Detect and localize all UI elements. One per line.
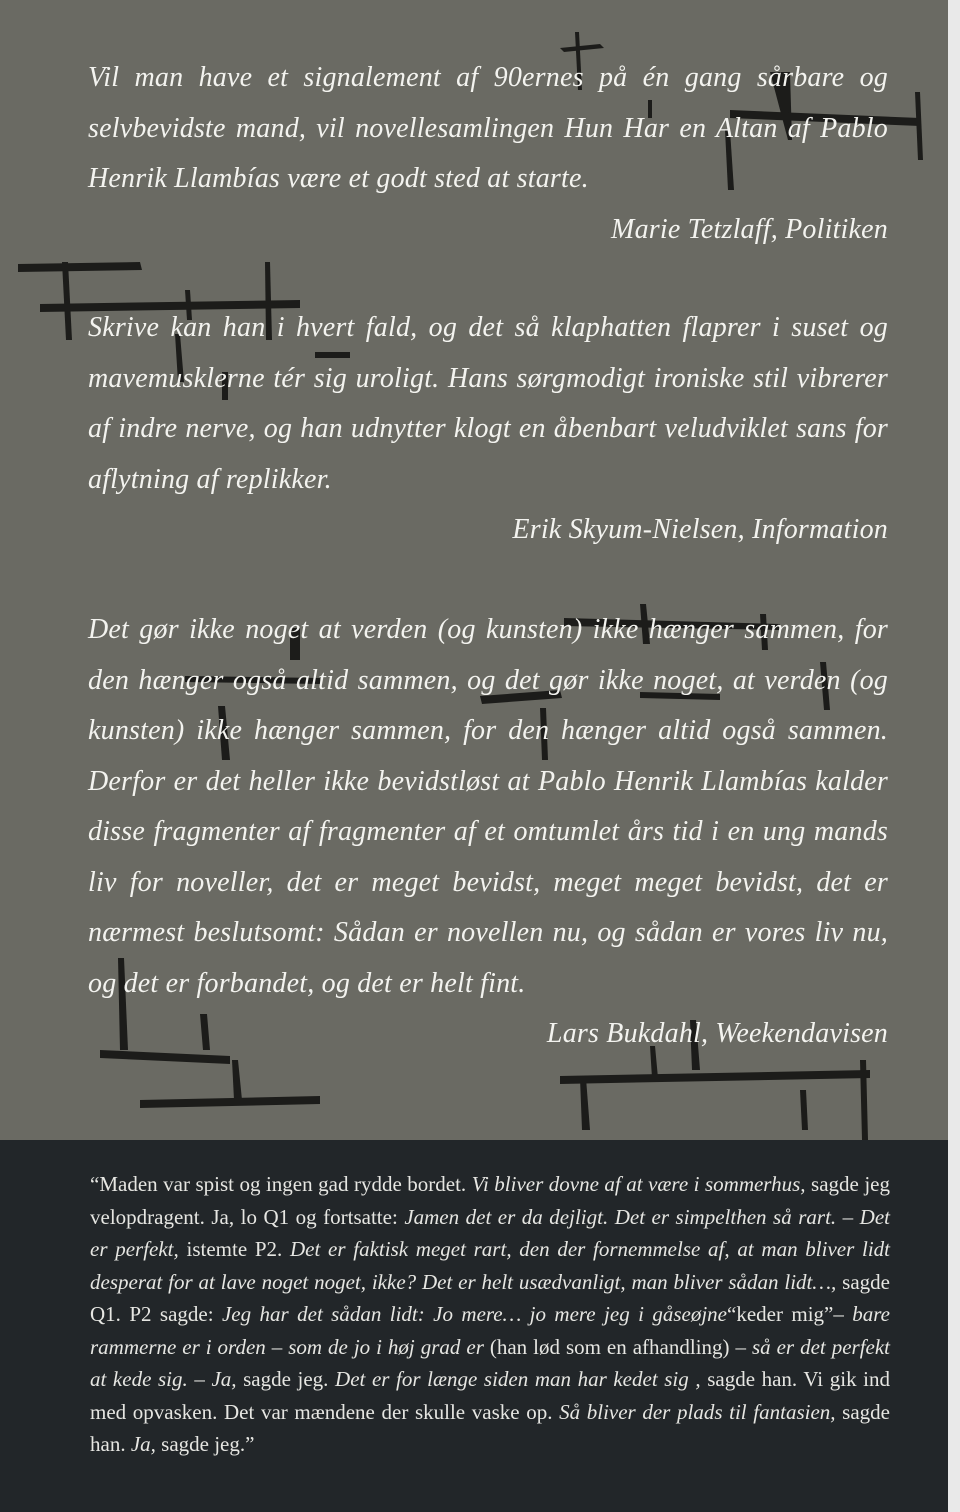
excerpt-segment: sagde han. xyxy=(90,1399,890,1456)
excerpt-segment-italic: Vi bliver dovne af at være i sommerhus, xyxy=(471,1172,806,1196)
excerpt-segment: sagde han. Vi gik ind med opvasken. Det var mændene der skulle vaske op. xyxy=(90,1367,891,1424)
excerpt-segment-italic: Jeg har det sådan lidt: Jo mere… jo mere jeg i gåseøjne xyxy=(221,1302,728,1326)
excerpt-segment: sagde jeg velopdragent. Ja, lo Q1 og fortsatte: xyxy=(90,1172,891,1229)
review-quote-3 xyxy=(88,605,888,1060)
excerpt-band xyxy=(0,1140,948,1512)
excerpt-segment: sagde Q1. P2 sagde: xyxy=(90,1269,890,1326)
review-quote-text: Skrive kan han i hvert fald, og det så klaphatten flaprer i suset og mavemusklerne tér sig uroligt. Hans sørgmodigt ironiske stil vibrerer af indre nerve, og han udnytter klogt en åbenbart veludviklet sans for aflytning af replikker. xyxy=(88,312,888,495)
review-quote-2 xyxy=(88,303,888,556)
excerpt-segment: sagde jeg. xyxy=(236,1367,336,1391)
excerpt-segment-italic: Så bliver der plads til fantasien, xyxy=(559,1399,836,1424)
review-attribution: Marie Tetzlaff, Politiken xyxy=(611,213,888,245)
excerpt-segment: “Maden var spist og ingen gad rydde bordet. xyxy=(90,1172,472,1196)
review-quote-text: Vil man have et signalement af 90ernes på én gang sårbare og selvbevidste mand, vil novellesamlingen Hun Har en Altan af Pablo Henrik Llambías være et godt sted at starte. xyxy=(88,62,888,194)
review-quote-1 xyxy=(88,53,888,255)
excerpt-segment-italic: – så er det perfekt at kede sig. – Ja, xyxy=(90,1334,891,1391)
excerpt-segment-italic: Jamen det er da dejligt. Det er simpelthen så rart. – Det er perfekt, xyxy=(90,1204,890,1261)
excerpt-segment-italic: – bare rammerne er i orden – som de jo i høj grad er xyxy=(90,1302,890,1359)
excerpt-segment-italic: Ja, xyxy=(130,1432,156,1456)
book-excerpt xyxy=(90,1168,890,1461)
review-quote-text: Det gør ikke noget at verden (og kunsten) ikke hænger sammen, for den hænger også altid sammen, og det gør ikke noget, at verden (og kunsten) ikke hænger sammen, for den hænger altid også sammen. Derfor er det heller ikke bevidstløst at Pablo Henrik Llambías kalder disse fragmenter af fragmenter af et omtumlet års tid i en ung mands liv for noveller, det er meget bevidst, meget meget bevidst, det er nærmest beslutsomt: Sådan er novellen nu, og sådan er vores liv nu, og det er forbandet, og det er helt fint. xyxy=(88,614,888,999)
excerpt-segment-italic: Det er faktisk meget rart, den der fornemmelse af, at man bliver lidt desperat for at lave noget noget, ikke? Det er helt usædvanligt, man bliver sådan lidt…, xyxy=(90,1237,890,1294)
review-attribution: Lars Bukdahl, Weekendavisen xyxy=(546,1018,888,1049)
excerpt-segment: “keder mig” xyxy=(727,1302,834,1326)
excerpt-segment: istemte P2. xyxy=(178,1237,290,1261)
excerpt-segment: (han lød som en afhandling) xyxy=(483,1334,736,1359)
excerpt-segment-italic: Det er for længe siden man har kedet sig , xyxy=(335,1367,701,1391)
excerpt-segment: sagde jeg.” xyxy=(155,1432,255,1456)
review-attribution: Erik Skyum-Nielsen, Information xyxy=(512,514,888,545)
